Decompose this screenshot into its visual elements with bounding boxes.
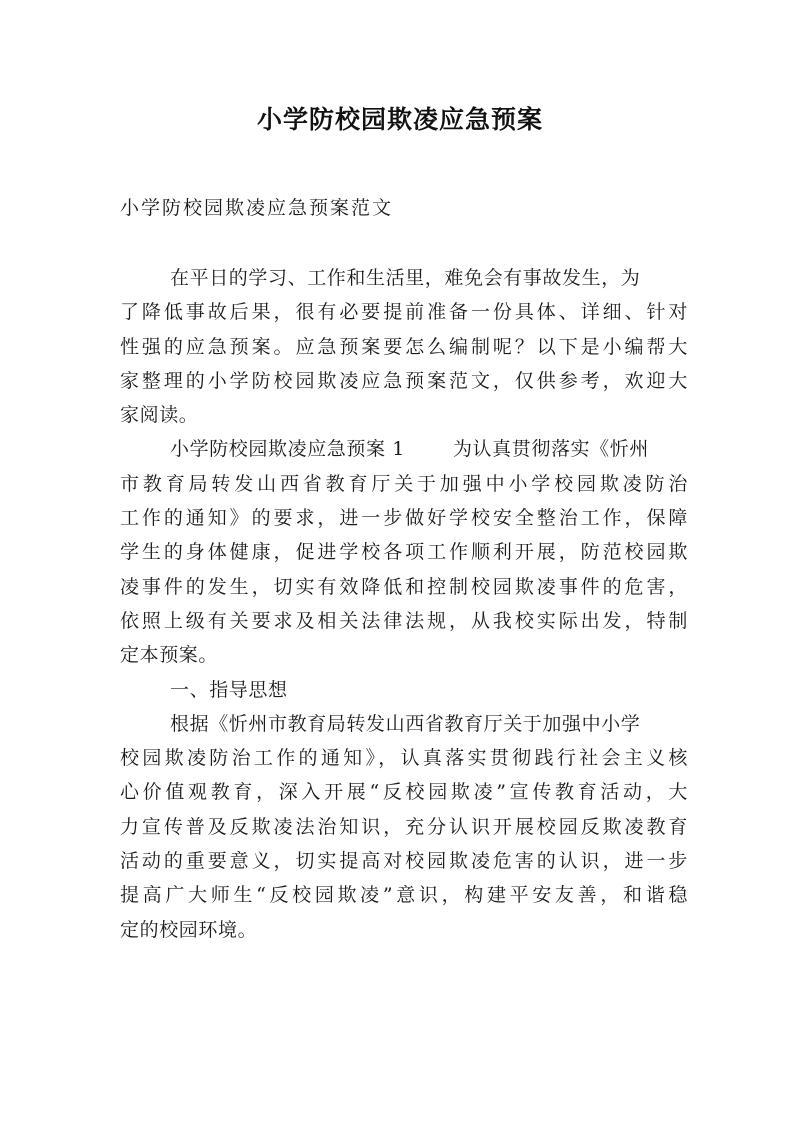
- intro-line-1: 在平日的学习、工作和生活里，难免会有事故发生，为: [170, 267, 641, 289]
- plan1-line-1: 为认真贯彻落实《忻州: [452, 438, 649, 461]
- document-subtitle: 小学防校园欺凌应急预案范文: [120, 197, 394, 219]
- plan1-line-4: 学生的身体健康，促进学校各项工作顺利开展，防范校园欺: [120, 541, 688, 564]
- plan1-line-7: 定本预案。: [120, 644, 219, 667]
- intro-line-2: 了降低事故后果，很有必要提前准备一份具体、详细、针对: [120, 301, 688, 324]
- document-body: [120, 261, 688, 947]
- section1-line-6: 提高广大师生“反校园欺凌”意识，构建平安友善，和谐稳: [120, 884, 688, 907]
- section1-heading: 一、指导思想: [170, 678, 288, 701]
- plan1-first-line: [120, 432, 688, 466]
- intro-line-5: 家阅读。: [120, 404, 199, 427]
- section1-line-7: 定的校园环境。: [120, 918, 258, 941]
- section1-line-5: 活动的重要意义，切实提高对校园欺凌危害的认识，进一步: [120, 850, 688, 873]
- section1-line-1: 根据《忻州市教育局转发山西省教育厅关于加强中小学: [170, 712, 641, 735]
- section1-line-3: 心价值观教育，深入开展“反校园欺凌”宣传教育活动，大: [120, 781, 688, 804]
- plan1-line-2: 市教育局转发山西省教育厅关于加强中小学校园欺凌防治: [120, 472, 688, 495]
- plan1-line-6: 依照上级有关要求及相关法律法规，从我校实际出发，特制: [120, 609, 688, 632]
- document-title: 小学防校园欺凌应急预案: [256, 105, 543, 134]
- section1-line-2: 校园欺凌防治工作的通知》，认真落实贯彻践行社会主义核: [120, 747, 688, 770]
- plan1-line-3: 工作的通知》的要求，进一步做好学校安全整治工作，保障: [120, 507, 688, 530]
- plan1-heading: 小学防校园欺凌应急预案 1: [170, 438, 405, 461]
- intro-line-3: 性强的应急预案。应急预案要怎么编制呢？以下是小编帮大: [120, 335, 688, 358]
- plan1-line-5: 凌事件的发生，切实有效降低和控制校园欺凌事件的危害，: [120, 575, 688, 598]
- intro-line-4: 家整理的小学防校园欺凌应急预案范文，仅供参考，欢迎大: [120, 369, 688, 392]
- section1-line-4: 力宣传普及反欺凌法治知识，充分认识开展校园反欺凌教育: [120, 815, 688, 838]
